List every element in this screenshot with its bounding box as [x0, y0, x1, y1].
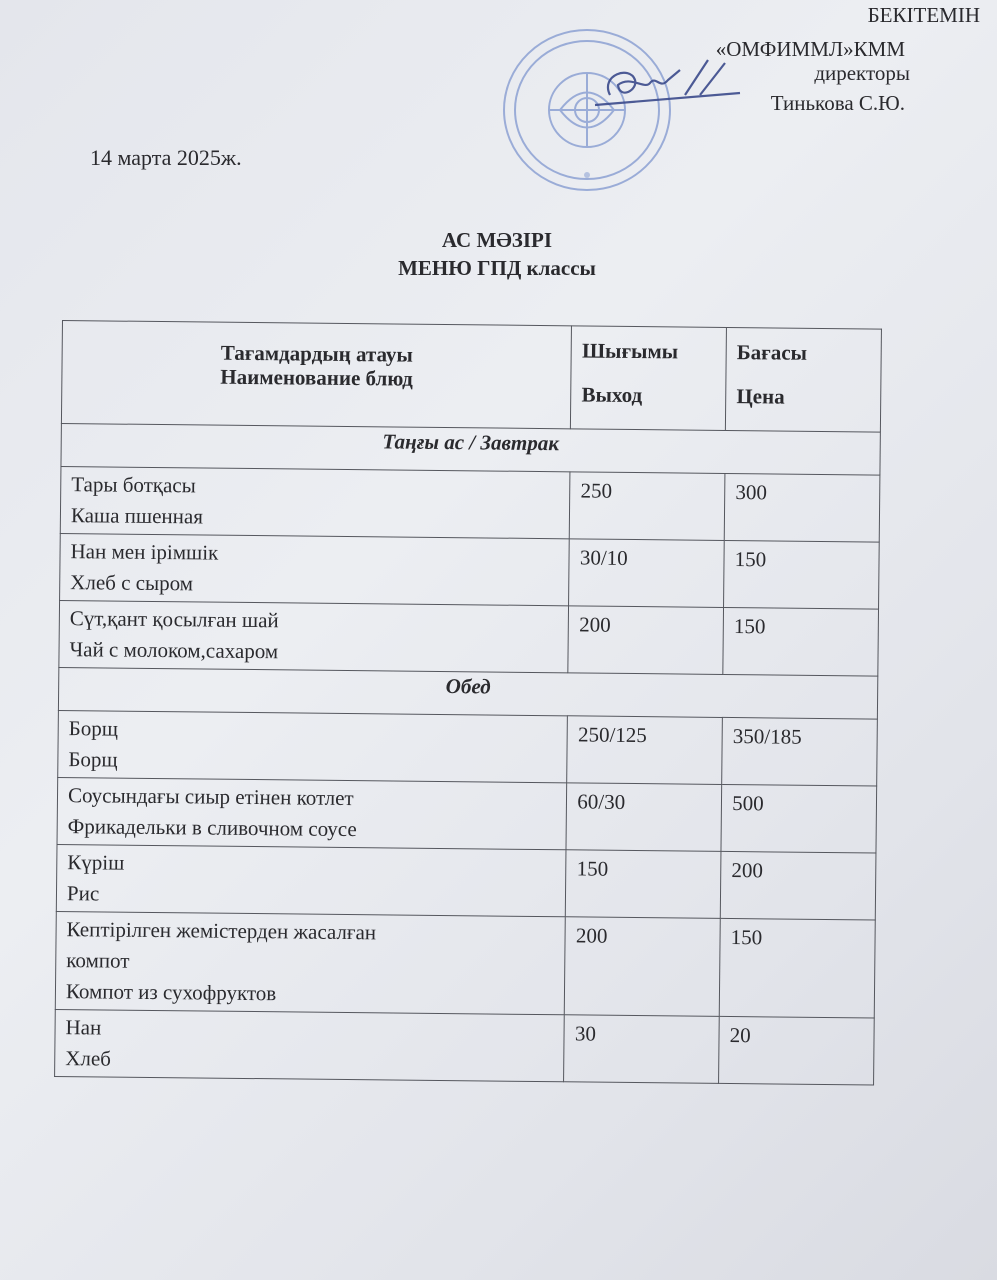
dish-name-line: компот	[66, 948, 130, 973]
dish-name-line: Соусындағы сиыр етінен котлет	[67, 783, 354, 811]
menu-table	[54, 320, 882, 1086]
table-row	[55, 911, 875, 1018]
dish-output: 150	[566, 850, 722, 919]
dish-price: 300	[724, 473, 880, 542]
dish-name	[60, 466, 570, 538]
dish-name	[55, 1009, 565, 1081]
menu-body	[55, 423, 881, 1085]
dish-output: 200	[568, 606, 724, 675]
dish-price: 350/185	[722, 717, 878, 786]
dish-price: 150	[724, 540, 880, 609]
table-row	[56, 844, 876, 920]
dish-name	[58, 710, 568, 782]
signature-icon	[590, 55, 750, 115]
header-name	[61, 321, 571, 429]
header-output	[571, 326, 727, 431]
dish-name	[57, 777, 567, 849]
dish-name-line: Кептірілген жемістерден жасалған	[66, 917, 377, 945]
table-header-row	[61, 321, 881, 433]
dish-name-line: Сүт,қант қосылған шай	[69, 606, 279, 633]
section-title: Таңғы ас / Завтрак	[61, 423, 880, 475]
dish-price: 500	[721, 784, 877, 853]
dish-name-line: Каша пшенная	[70, 503, 204, 529]
header-price-ru: Цена	[736, 384, 785, 409]
approval-position: директоры	[814, 61, 910, 85]
dish-name-line: Хлеб	[65, 1046, 112, 1071]
dish-output: 200	[565, 917, 721, 1017]
dish-output: 250	[570, 472, 726, 541]
dish-output: 60/30	[566, 783, 722, 852]
header-name-kz: Тағамдардың атауы	[220, 340, 414, 367]
table-row	[55, 1009, 875, 1085]
section-title: Обед	[58, 667, 877, 719]
dish-name	[55, 911, 565, 1014]
dish-name-line: Күріш	[67, 850, 125, 875]
dish-output: 30/10	[569, 539, 725, 608]
header-price	[726, 327, 882, 432]
dish-name-line: Фрикадельки в сливочном соусе	[67, 814, 357, 842]
dish-output: 30	[564, 1015, 720, 1084]
header-price-kz: Бағасы	[736, 340, 808, 365]
dish-price: 150	[719, 918, 875, 1018]
dish-name	[59, 600, 569, 672]
table-row	[57, 777, 877, 853]
approval-title: БЕКІТЕМІН	[867, 3, 980, 27]
dish-price: 20	[719, 1016, 875, 1085]
dish-name-line: Рис	[66, 881, 100, 906]
dish-price: 200	[720, 851, 876, 920]
menu-title-kz: АС МӘЗІРІ	[441, 228, 553, 252]
header-output-ru: Выход	[581, 382, 643, 408]
dish-name-line: Тары ботқасы	[71, 472, 196, 498]
approval-person: Тинькова С.Ю.	[770, 91, 905, 115]
dish-name-line: Компот из сухофруктов	[65, 979, 277, 1006]
document-date: 14 марта 2025ж.	[90, 145, 242, 170]
dish-name-line: Борщ	[68, 747, 118, 772]
dish-output: 250/125	[567, 716, 723, 785]
dish-name-line: Нан мен ірімшік	[70, 539, 219, 565]
header-name-ru: Наименование блюд	[220, 364, 413, 391]
dish-name	[60, 533, 570, 605]
dish-name-line: Нан	[65, 1015, 102, 1040]
dish-price: 150	[723, 607, 879, 676]
dish-name-line: Борщ	[68, 716, 119, 741]
dish-name-line: Хлеб с сыром	[70, 570, 194, 596]
table-row	[58, 710, 878, 786]
menu-title-ru: МЕНЮ ГПД классы	[398, 256, 596, 280]
header-output-kz: Шығымы	[581, 338, 679, 364]
table-row	[60, 533, 880, 609]
table-row	[60, 466, 880, 542]
dish-name	[56, 844, 566, 916]
approval-org: «ОМФИММЛ»КММ	[715, 37, 905, 61]
dish-name-line: Чай с молоком,сахаром	[69, 637, 279, 664]
table-row	[59, 600, 879, 676]
